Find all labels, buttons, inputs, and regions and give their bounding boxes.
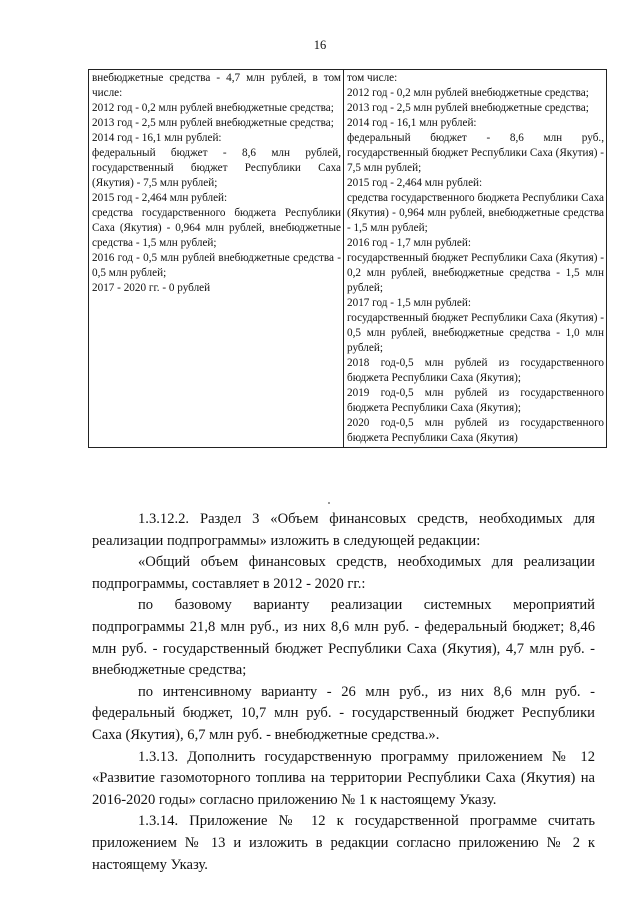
cell-line: 2013 год - 2,5 млн рублей внебюджетные средства; bbox=[347, 102, 589, 114]
paragraph-base-variant: по базовому варианту реализации системных мероприятий подпрограммы 21,8 млн руб., из них 8,6 млн руб. - федеральный бюджет; 8,46 млн руб. - государственный бюджет Республики Саха (Якутия), 4,7 млн руб. - внебюджетные средства; bbox=[92, 597, 595, 679]
cell-line: федеральный бюджет - 8,6 млн руб., государственный бюджет Республики Саха (Якутия) - 7,5 млн рублей; bbox=[347, 132, 604, 174]
paragraph-1-3-13: 1.3.13. Дополнить государственную программу приложением № 12 «Развитие газомоторного топлива на территории Республики Саха (Якутия) на 2016-2020 годы» согласно приложению № 1 к настоящему Указу. bbox=[92, 748, 595, 808]
cell-line: 2014 год - 16,1 млн рублей: bbox=[347, 117, 477, 129]
scan-dot-mark bbox=[328, 502, 330, 504]
table-cell-left bbox=[89, 70, 344, 448]
cell-line: средства государственного бюджета Республики Саха (Якутия) - 0,964 млн рублей, внебюджетные средства - 1,5 млн рублей; bbox=[347, 192, 604, 234]
cell-line: государственный бюджет Республики Саха (Якутия) - 0,2 млн рублей, внебюджетные средства - 1,5 млн рублей; bbox=[347, 252, 604, 294]
cell-line: 2017 год - 1,5 млн рублей: bbox=[347, 297, 471, 309]
cell-line: 2015 год - 2,464 млн рублей: bbox=[92, 192, 228, 204]
cell-line: 2019 год-0,5 млн рублей из государственного бюджета Республики Саха (Якутия); bbox=[347, 387, 604, 414]
cell-line: средства государственного бюджета Республики Саха (Якутия) - 0,964 млн рублей, внебюджетные средства - 1,5 млн рублей; bbox=[92, 207, 341, 249]
cell-line: том числе: bbox=[347, 72, 398, 84]
cell-line: 2020 год-0,5 млн рублей из государственного бюджета Республики Саха (Якутия) bbox=[347, 417, 604, 444]
cell-line: 2017 - 2020 гг. - 0 рублей bbox=[92, 282, 211, 294]
cell-line: 2012 год - 0,2 млн рублей внебюджетные средства; bbox=[347, 87, 589, 99]
cell-line: государственный бюджет Республики Саха (Якутия) - 0,5 млн рублей, внебюджетные средства - 1,0 млн рублей; bbox=[347, 312, 604, 354]
page-number: 16 bbox=[313, 38, 327, 52]
paragraph-intensive-variant: по интенсивному варианту - 26 млн руб., из них 8,6 млн руб. - федеральный бюджет, 10,7 млн руб. - государственный бюджет Республики Саха (Якутия), 6,7 млн руб. - внебюджетные средства.». bbox=[92, 683, 595, 743]
funding-table bbox=[88, 69, 607, 448]
cell-line: 2016 год - 1,7 млн рублей: bbox=[347, 237, 471, 249]
paragraph-total-volume: «Общий объем финансовых средств, необходимых для реализации подпрограммы, составляет в 2012 - 2020 гг.: bbox=[92, 554, 595, 592]
document-body bbox=[92, 509, 595, 876]
table-row bbox=[89, 70, 607, 448]
cell-line: внебюджетные средства - 4,7 млн рублей, в том числе: bbox=[92, 72, 341, 99]
cell-line: 2014 год - 16,1 млн рублей: bbox=[92, 132, 222, 144]
cell-line: федеральный бюджет - 8,6 млн рублей, государственный бюджет Республики Саха (Якутия) - 7,5 млн рублей; bbox=[92, 147, 341, 189]
cell-line: 2013 год - 2,5 млн рублей внебюджетные средства; bbox=[92, 117, 334, 129]
cell-line: 2012 год - 0,2 млн рублей внебюджетные средства; bbox=[92, 102, 334, 114]
cell-line: 2018 год-0,5 млн рублей из государственного бюджета Республики Саха (Якутия); bbox=[347, 357, 604, 384]
table-cell-right bbox=[344, 70, 607, 448]
paragraph-1-3-12-2: 1.3.12.2. Раздел 3 «Объем финансовых средств, необходимых для реализации подпрограммы» изложить в следующей редакции: bbox=[92, 511, 595, 549]
cell-line: 2016 год - 0,5 млн рублей внебюджетные средства - 0,5 млн рублей; bbox=[92, 252, 341, 279]
paragraph-1-3-14: 1.3.14. Приложение № 12 к государственной программе считать приложением № 13 и изложить в редакции согласно приложению № 2 к настоящему Указу. bbox=[92, 813, 595, 873]
cell-line: 2015 год - 2,464 млн рублей: bbox=[347, 177, 483, 189]
